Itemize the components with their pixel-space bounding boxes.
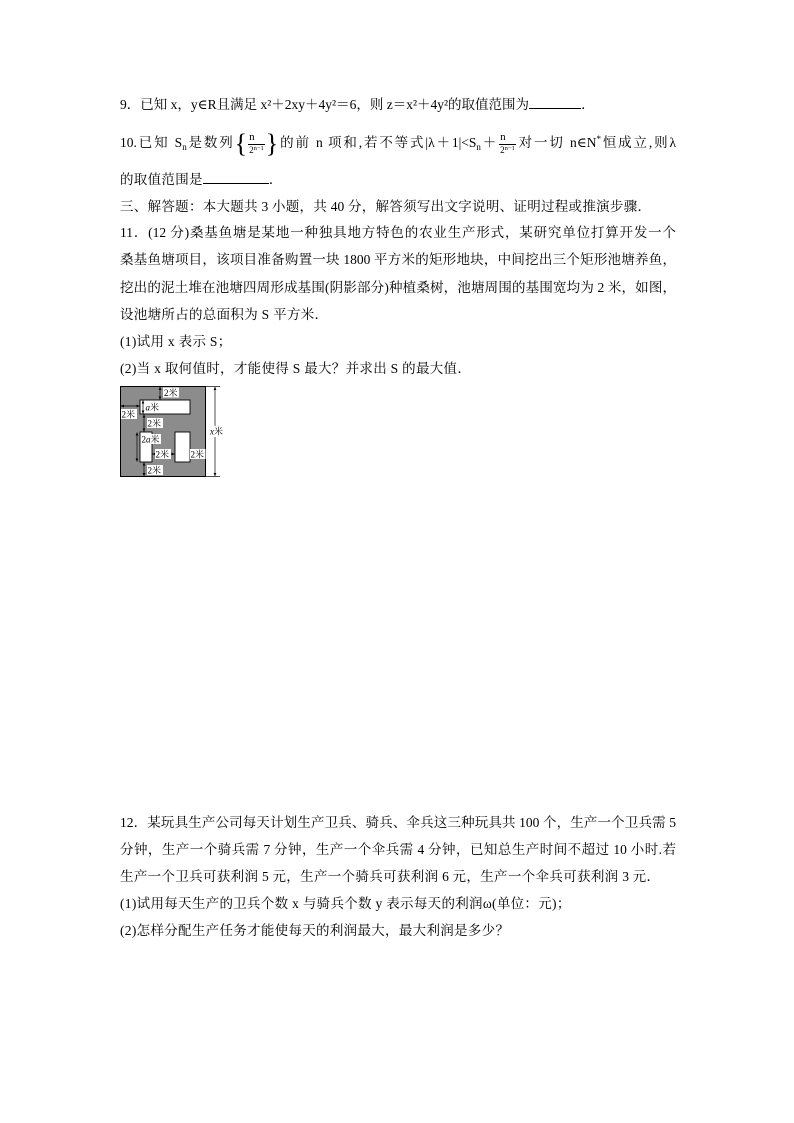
q12-line-3: 生产一个卫兵可获利润 5 元，生产一个骑兵可获利润 6 元，生产一个伞兵可获利润 3 元． (120, 869, 660, 884)
q9-answer-blank (529, 96, 581, 109)
q12-line-2: 分钟，生产一个骑兵需 7 分钟，生产一个伞兵需 4 分钟，已知总生产时间不超过 10 小时.若 (120, 842, 676, 857)
q10-fraction-denominator-base: 2 (500, 145, 505, 156)
right-gap-label: 2米 (190, 449, 205, 460)
lower-pond-height-coef: 2 (141, 434, 146, 445)
between-gap-label: 2米 (155, 449, 170, 460)
bottom-gap-label: 2米 (147, 465, 162, 476)
question-10-line-1 (120, 127, 676, 159)
q11-part-2: (2)当 x 取何值时，才能使得 S 最大？并求出 S 的最大值． (120, 361, 472, 376)
top-pond-height-var: a (145, 402, 150, 413)
q10-fraction-denominator (499, 145, 516, 155)
q10-term-numerator: n (248, 132, 265, 145)
q10-fraction-denominator-exponent: n−1 (504, 145, 515, 153)
q10-continuation: 的取值范围是 (120, 172, 203, 187)
lower-pond-height-unit: 米 (150, 434, 160, 445)
left-gap-label: 2米 (121, 409, 136, 420)
section-3-heading: 三、解答题：本大题共 3 小题，共 40 分，解答须写出文字说明、证明过程或推演步骤． (120, 199, 651, 214)
q9-text: 9．已知 x，y∈R且满足 x²＋2xy＋4y²＝6，则 z＝x²＋4y²的取值范围为 (120, 97, 530, 112)
question-10-line-2 (120, 170, 283, 190)
q11-line-2: 桑基鱼塘项目，该项目准备购置一块 1800 平方米的矩形地块，中间挖出三个矩形池塘养鱼， (120, 252, 676, 267)
q10-intro: 10.已知 S (120, 135, 183, 150)
q9-end: ． (581, 97, 595, 112)
q10-brace-open: { (234, 128, 248, 158)
q12-line-1: 12．某玩具生产公司每天计划生产卫兵、骑兵、伞兵这三种玩具共 100 个，生产一个卫兵需 5 (120, 815, 676, 830)
top-gap-label: 2米 (164, 388, 178, 398)
q11-line-1: 11．(12 分)桑基鱼塘是某地一种独具地方特色的农业生产形式，某研究单位打算开发一个 (120, 225, 676, 240)
q10-plus: ＋ (480, 135, 499, 150)
side-length-label (209, 426, 223, 437)
pond-layout-figure (116, 382, 228, 482)
top-pond-height-label (146, 402, 160, 413)
top-pond-height-unit: 米 (150, 402, 160, 413)
q10-conclusion: 恒成立,则λ (600, 135, 677, 150)
q10-term-denominator (248, 145, 265, 155)
q10-sequence-label: 是数列 (186, 135, 235, 150)
q10-subscript-n-2: n (476, 142, 481, 152)
side-length-var: x (210, 426, 214, 437)
q12-part-1: (1)试用每天生产的卫兵个数 x 与骑兵个数 y 表示每天的利润ω(单位：元)； (120, 896, 571, 911)
q10-inequality-fraction (499, 132, 516, 155)
lower-pond-height-var: a (146, 434, 151, 445)
side-length-unit: 米 (214, 426, 224, 437)
q10-brace-close: } (265, 128, 279, 158)
q10-end: ． (268, 172, 283, 187)
q12-part-2: (2)怎样分配生产任务才能使每天的利润最大，最大利润是多少？ (120, 923, 510, 938)
q10-fraction-numerator: n (499, 132, 516, 145)
q10-answer-blank (203, 171, 269, 184)
q10-term-denominator-base: 2 (249, 145, 254, 156)
q10-subscript-n: n (182, 142, 187, 152)
q10-general-term-fraction (248, 132, 265, 155)
q11-part-1: (1)试用 x 表示 S； (120, 334, 232, 349)
q10-star-superscript: * (596, 134, 601, 144)
lower-pond-height-label (142, 434, 160, 445)
middle-gap-label: 2米 (147, 418, 162, 429)
q11-line-3: 挖出的泥土堆在池塘四周形成基围(阴影部分)种植桑树，池塘周围的基围宽均为 2 米，如图， (120, 280, 676, 295)
question-9 (120, 95, 595, 115)
q10-term-denominator-exponent: n−1 (253, 145, 264, 153)
q11-line-4: 设池塘所占的总面积为 S 平方米． (120, 307, 329, 322)
q10-condition: 的前 n 项和,若不等式|λ＋1|<S (278, 135, 477, 150)
lower-right-pond (175, 432, 190, 462)
q10-forall: 对一切 n∈N (516, 135, 597, 150)
